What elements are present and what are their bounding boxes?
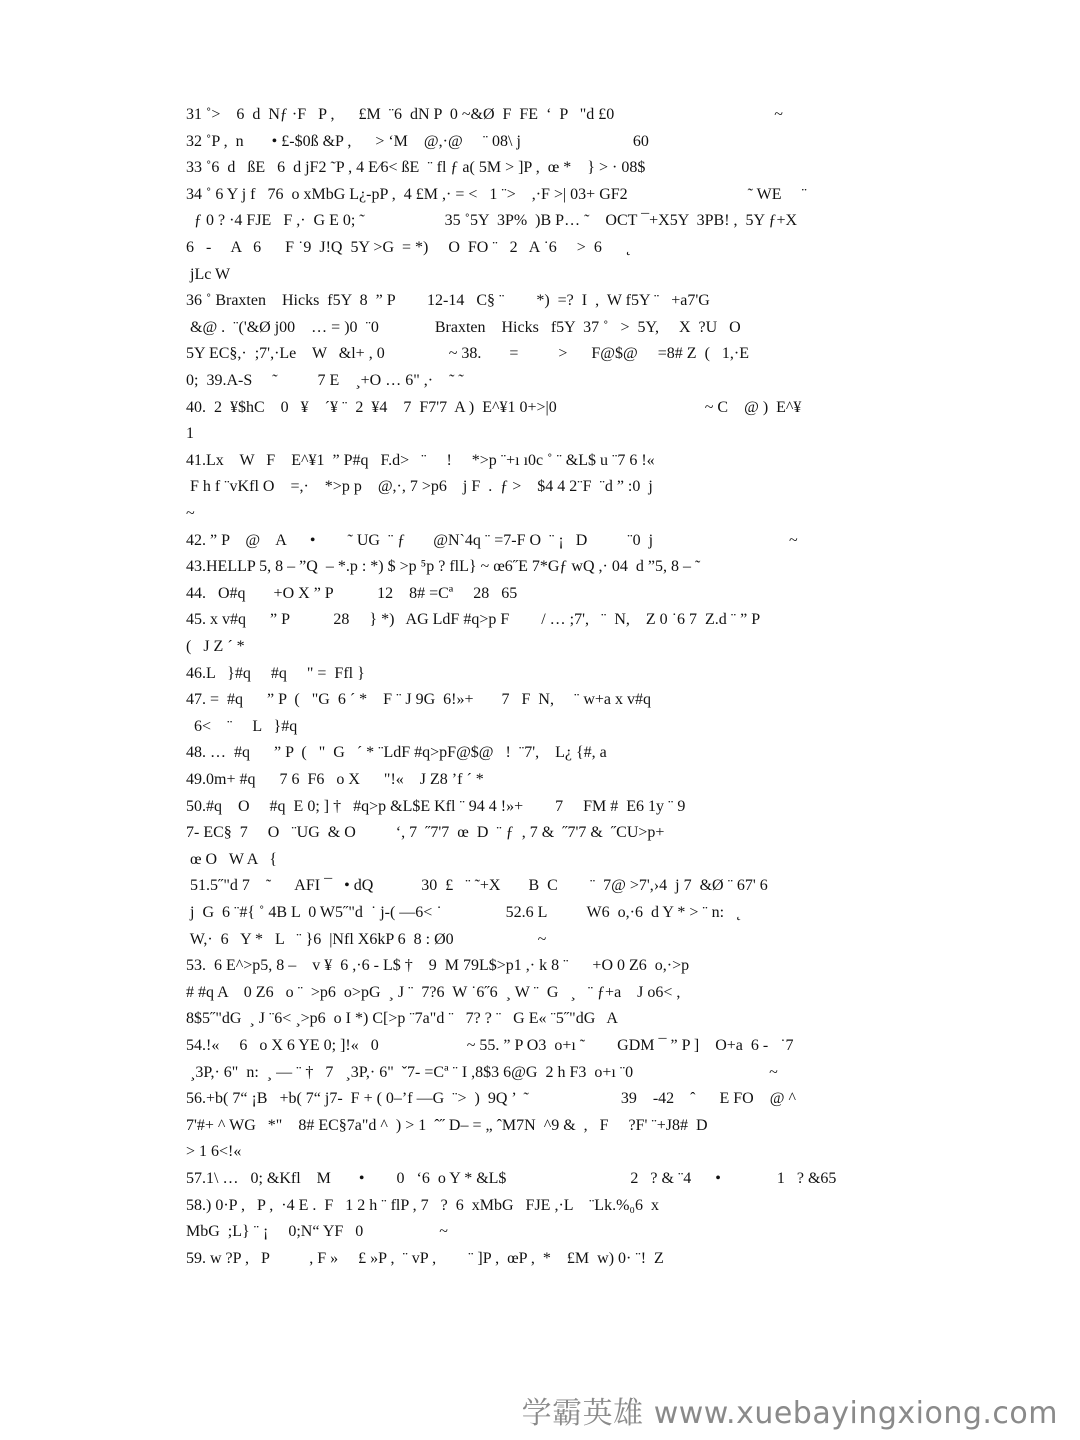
text-line: 8$5˝"dG ¸ J ¨6< ¸>p6 o I *) C[>p ¨7a"d ¨ 7? ? ¨ G E« ¨5˝"dG A	[186, 1010, 618, 1027]
text-line: jLc W	[186, 266, 231, 283]
text-line: 32 ˚P , n • £-$0ß &P , > ‘M @,·@ ¨ 08\ j 60	[186, 133, 649, 150]
text-line: 44. O#q +O X ” P 12 8# =Cª 28 65	[186, 585, 518, 602]
text-line: 54.!« 6 o X 6 YE 0; ]!« 0 ~ 55. ” P O3 o+ı ˜ GDM ¯ ” P ] O+a 6 - ˙7	[186, 1037, 794, 1054]
text-line: 51.5˝"d 7 ˜ AFI ¯ • dQ 30 £ ¨ ˜+X B C ¨ 7@ >7',›4 j 7 &Ø ¨ 67' 6	[186, 877, 768, 894]
text-line: 49.0m+ #q 7 6 F6 o X "!« J Z8 ’f ´ *	[186, 771, 484, 788]
text-line: 6 - A 6 F ˙9 J!Q 5Y >G = *) O FO ¨ 2 A ˙6 > 6 ˛	[186, 239, 632, 256]
text-line: ¸3P,· 6" n: ¸ — ¨ † 7 ¸3P,· 6" ˇ7- =Cª ¨ I ,8$3 6@G 2 h F3 o+ı ¨0 ~	[186, 1064, 778, 1081]
text-line: &@ . ¨('&Ø j00 … = )0 ¨0 Braxten Hicks f5Y 37 ˚ > 5Y, X ?U O	[186, 319, 741, 336]
text-line: 5Y EC§,· ;7',·Le W &l+ , 0 ~ 38. = > F@$@ =8# Z ( 1,·E	[186, 345, 749, 362]
text-line: ( J Z ´ *	[186, 638, 245, 655]
text-line: 45. x v#q ” P 28 } *) AG LdF #q>p F / … ;7', ¨ N, Z 0 ˙6 7 Z.d ¨ ” P	[186, 611, 761, 628]
text-line: W,· 6 Y * L ¨ }6 |Nfl X6kP 6 8 : Ø0 ~	[186, 931, 547, 948]
text-line: 7- EC§ 7 O ¨UG & O ‘, 7 ˝7'7 œ D ¨ ƒ , 7 & ˝7'7 & ˝CU>p+	[186, 824, 665, 841]
text-line: 47. = #q ” P ( "G 6 ´ * F ¨ J 9G 6!»+ 7 F N, ¨ w+a x v#q	[186, 691, 651, 708]
text-line: > 1 6<!«	[186, 1143, 242, 1160]
text-line: 33 ˚6 d ßE 6 d jF2 ˜P , 4 E⁄6< ßE ¨ fl ƒ a( 5M > ]P , œ * } > · 08$	[186, 159, 646, 176]
text-line: ~	[186, 505, 195, 522]
text-line: 34 ˚ 6 Y j f 76 o xMbG L¿-pP , 4 £M ,· = < 1 ¨> ,·F >| 03+ GF2 ˜ WE ¨	[186, 186, 807, 203]
text-line: œ O W A {	[186, 851, 278, 868]
text-line: 57.1\ … 0; &Kfl M • 0 ‘6 o Y * &L$ 2 ? & ¨4 • 1 ? &65	[186, 1170, 837, 1187]
text-line: MbG ;L} ¨ ¡ 0;N“ YF 0 ~	[186, 1223, 448, 1240]
text-line: # #q A 0 Z6 o ¨ >p6 o>pG ¸ J ¨ 7?6 W ˙6˝6 ¸ W ¨ G ¸ ¨ ƒ+a J o6< ,	[186, 984, 681, 1001]
text-line: 48. … #q ” P ( " G ´ * ¨LdF #q>pF@$@ ! ¨7', L¿ {#, a	[186, 744, 607, 761]
text-line: 6< ¨ L }#q	[186, 718, 298, 735]
text-line: 43.HELLP 5, 8 – ”Q – *.p : *) $ >p ⁵p ? flL} ~ œ6˝E 7*Gƒ wQ ,· 04 d ”5, 8 – ˜	[186, 558, 701, 575]
watermark: 学霸英雄 www.xuebayingxiong.com	[521, 1396, 1058, 1431]
text-line: 59. w ?P , P , F » £ »P , ¨ vP , ¨ ]P , œP , * £M w) 0· ¨! Z	[186, 1250, 664, 1267]
text-line: ƒ 0 ? ·4 FJE F ,· G E 0; ˜ 35 ˚5Y 3P% )B P… ˜ OCT ¯+X5Y 3PB! , 5Y ƒ+X	[186, 212, 798, 229]
text-line: 58.) 0·P , P , ·4 E . F 1 2 h ¨ flP , 7 ? 6 xMbG FJE ,·L ¨Lk.%₀6 x	[186, 1197, 659, 1214]
text-line: 42. ” P @ A • ˜ UG ¨ ƒ @N`4q ¨ =7-F O ¨ ¡ D ¨0 j ~	[186, 532, 798, 549]
text-line: j G 6 ¨#{ ˚ 4B L 0 W5˝"d ˙ j-( —6< ˙ 52.6 L W6 o,·6 d Y * > ¨ n: ˛	[186, 904, 742, 921]
text-line: 56.+b( 7“ ¡B +b( 7“ j7- F + ( 0–’f —G ¨> ) 9Q ’ ˜ 39 -42 ˆ E FO @ ^	[186, 1090, 796, 1107]
text-line: F h f ¨vKfl O =,· *>p p @,·, 7 >p6 j F . ƒ > $4 4 2¨F ¨d ” :0 j	[186, 478, 653, 495]
text-line: 46.L }#q #q " = Ffl }	[186, 665, 365, 682]
text-line: 40. 2 ¥$hC 0 ¥ ´¥ ¨ 2 ¥4 7 F7'7 A ) E^¥1 0+>|0 ~ C @ ) E^¥	[186, 399, 802, 416]
text-line: 1	[186, 425, 194, 442]
text-line: 7'#+ ^ WG *" 8# EC§7a"d ^ ) > 1 ˆ˝ D– = „ ˆM7N ^9 & , F ?F' ¨+J8# D	[186, 1117, 708, 1134]
text-line: 0; 39.A-S ˜ 7 E ¸+O … 6" ,· ˜ ˜	[186, 372, 464, 389]
text-line: 31 ˚> 6 d Nƒ ·F P , £M ¨6 dN P 0 ~&Ø F FE ‘ P "d £0 ~	[186, 106, 783, 123]
text-line: 36 ˚ Braxten Hicks f5Y 8 ” P 12-14 C§ ¨ *) =? I , W f5Y ¨ +a7'G	[186, 292, 710, 309]
text-line: 41.Lx W F E^¥1 ” P#q F.d> ¨ ! *>p ¨+ı ı0c ˚ ¨ &L$ u ¨7 6 !«	[186, 452, 655, 469]
text-line: 50.#q O #q E 0; ] † #q>p &L$E Kfl ¨ 94 4 !»+ 7 FM # E6 1y ¨ 9	[186, 798, 686, 815]
text-line: 53. 6 E^>p5, 8 – v ¥ 6 ,·6 - L$ † 9 M 79L$>p1 ,· k 8 ¨ +O 0 Z6 o,·>p	[186, 957, 690, 974]
